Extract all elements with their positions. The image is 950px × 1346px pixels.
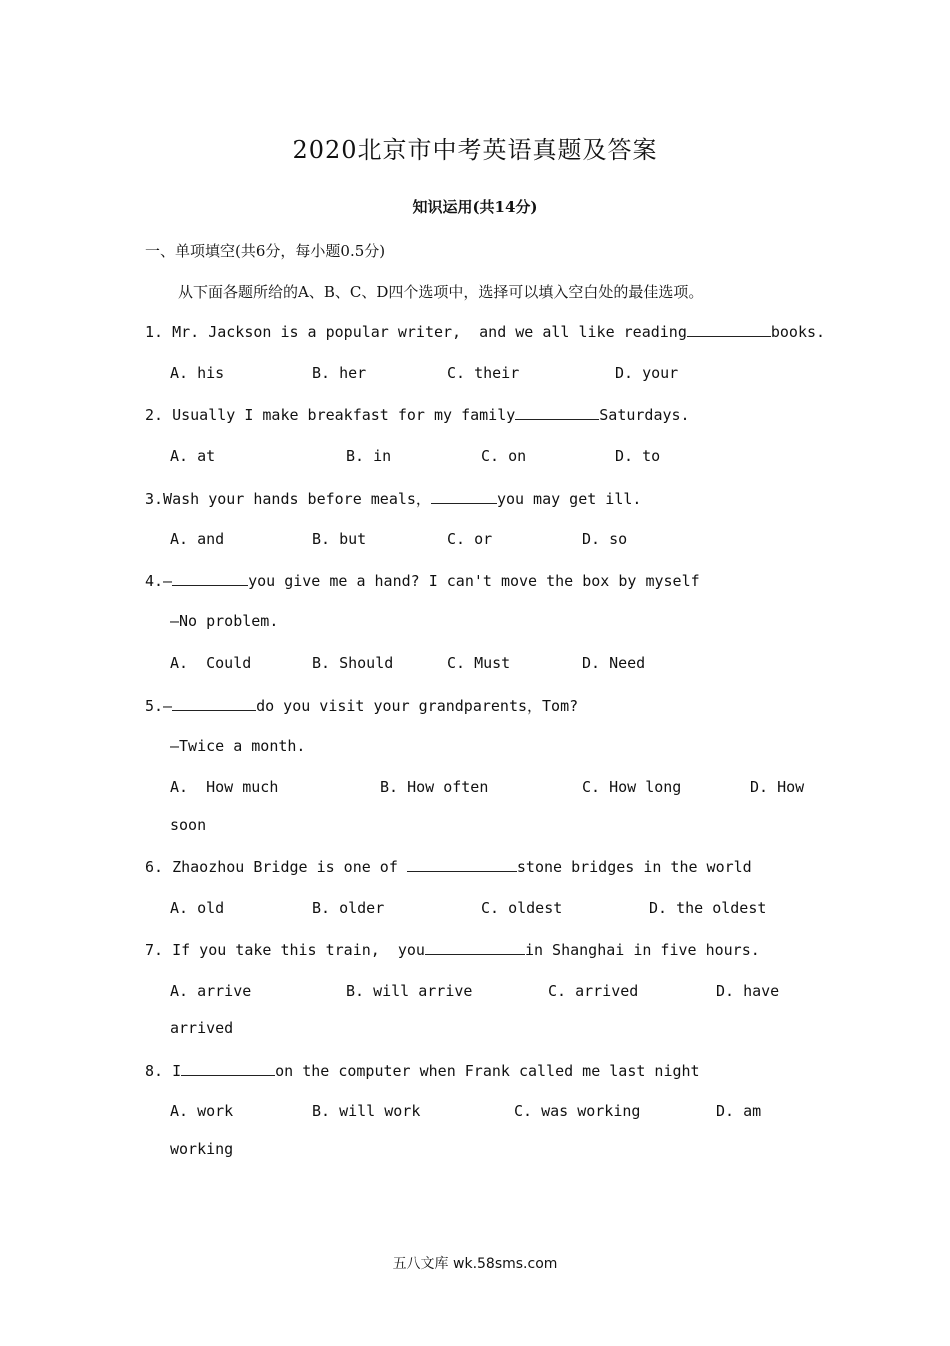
question-5-reply: —Twice a month. bbox=[170, 737, 306, 755]
option-d: D. so bbox=[582, 530, 628, 548]
option-c: C. or bbox=[447, 530, 493, 548]
option-b: B. her bbox=[312, 364, 367, 382]
option-a: A. arrive bbox=[170, 982, 252, 1000]
option-a: A. work bbox=[170, 1102, 234, 1120]
footer-watermark: 五八文库 wk.58sms.com bbox=[392, 1256, 558, 1272]
answer-blank bbox=[431, 489, 497, 504]
answer-blank bbox=[425, 940, 525, 955]
option-d: D. How bbox=[750, 778, 805, 796]
question-2 bbox=[145, 405, 690, 424]
option-a: A. at bbox=[170, 447, 216, 465]
option-c: C. Must bbox=[447, 654, 511, 672]
question-3-tail: you may get ill. bbox=[496, 490, 642, 508]
option-b: B. How often bbox=[380, 778, 489, 796]
option-d-continuation: arrived bbox=[170, 1019, 234, 1037]
option-b: B. in bbox=[346, 447, 392, 465]
option-d: D. Need bbox=[582, 654, 646, 672]
option-d-continuation: working bbox=[170, 1140, 234, 1158]
option-d-continuation: soon bbox=[170, 816, 207, 834]
question-7-text: 7. If you take this train, you bbox=[145, 941, 425, 959]
instruction-text: 从下面各题所给的A、B、C、D四个选项中，选择可以填入空白处的最佳选项。 bbox=[178, 283, 704, 301]
option-b: B. Should bbox=[312, 654, 394, 672]
option-d: D. to bbox=[615, 447, 661, 465]
option-d: D. your bbox=[615, 364, 679, 382]
option-c: C. on bbox=[481, 447, 527, 465]
question-6-tail: stone bridges in the world bbox=[516, 858, 752, 876]
question-8 bbox=[145, 1061, 700, 1080]
question-3 bbox=[145, 488, 641, 509]
question-3-text: 3.Wash your hands before meals， bbox=[145, 490, 431, 508]
part-heading: 一、单项填空(共6分，每小题0.5分) bbox=[145, 242, 386, 260]
question-2-text: 2. Usually I make breakfast for my family bbox=[145, 406, 516, 424]
answer-blank bbox=[172, 696, 256, 711]
option-a: A. How much bbox=[170, 778, 279, 796]
option-b: B. older bbox=[312, 899, 385, 917]
option-c: C. arrived bbox=[548, 982, 639, 1000]
question-2-tail: Saturdays. bbox=[599, 406, 690, 424]
option-a: A. his bbox=[170, 364, 225, 382]
option-b: B. will arrive bbox=[346, 982, 473, 1000]
answer-blank bbox=[407, 857, 517, 872]
question-6-text: 6. Zhaozhou Bridge is one of bbox=[145, 858, 407, 876]
question-7 bbox=[145, 940, 760, 959]
option-d: D. have bbox=[716, 982, 780, 1000]
question-7-tail: in Shanghai in five hours. bbox=[524, 941, 760, 959]
question-4-reply: —No problem. bbox=[170, 612, 279, 630]
option-c: C. How long bbox=[582, 778, 682, 796]
option-a: A. Could bbox=[170, 654, 252, 672]
option-b: B. will work bbox=[312, 1102, 421, 1120]
option-d: D. the oldest bbox=[649, 899, 767, 917]
question-5-text: 5.— bbox=[145, 697, 173, 715]
question-1-text: 1. Mr. Jackson is a popular writer, and we all like reading bbox=[145, 323, 687, 341]
question-8-tail: on the computer when Frank called me last night bbox=[275, 1062, 700, 1080]
option-c: C. was working bbox=[514, 1102, 641, 1120]
option-c: C. their bbox=[447, 364, 520, 382]
answer-blank bbox=[172, 571, 248, 586]
question-1-tail: books. bbox=[770, 323, 826, 341]
question-5-tail: do you visit your grandparents，Tom? bbox=[256, 697, 579, 715]
question-4-text: 4.— bbox=[145, 572, 173, 590]
question-8-text: 8. I bbox=[145, 1062, 182, 1080]
answer-blank bbox=[515, 405, 599, 420]
question-4-tail: you give me a hand? I can't move the box by myself bbox=[248, 572, 700, 590]
option-c: C. oldest bbox=[481, 899, 563, 917]
question-1 bbox=[145, 322, 825, 341]
section-title: 知识运用(共14分) bbox=[412, 198, 538, 216]
answer-blank bbox=[687, 322, 771, 337]
option-a: A. old bbox=[170, 899, 225, 917]
question-4 bbox=[145, 571, 700, 590]
question-5 bbox=[145, 695, 578, 716]
option-d: D. am bbox=[716, 1102, 762, 1120]
question-6 bbox=[145, 857, 752, 876]
option-a: A. and bbox=[170, 530, 225, 548]
option-b: B. but bbox=[312, 530, 367, 548]
page-title: 2020北京市中考英语真题及答案 bbox=[292, 136, 658, 164]
answer-blank bbox=[181, 1061, 275, 1076]
